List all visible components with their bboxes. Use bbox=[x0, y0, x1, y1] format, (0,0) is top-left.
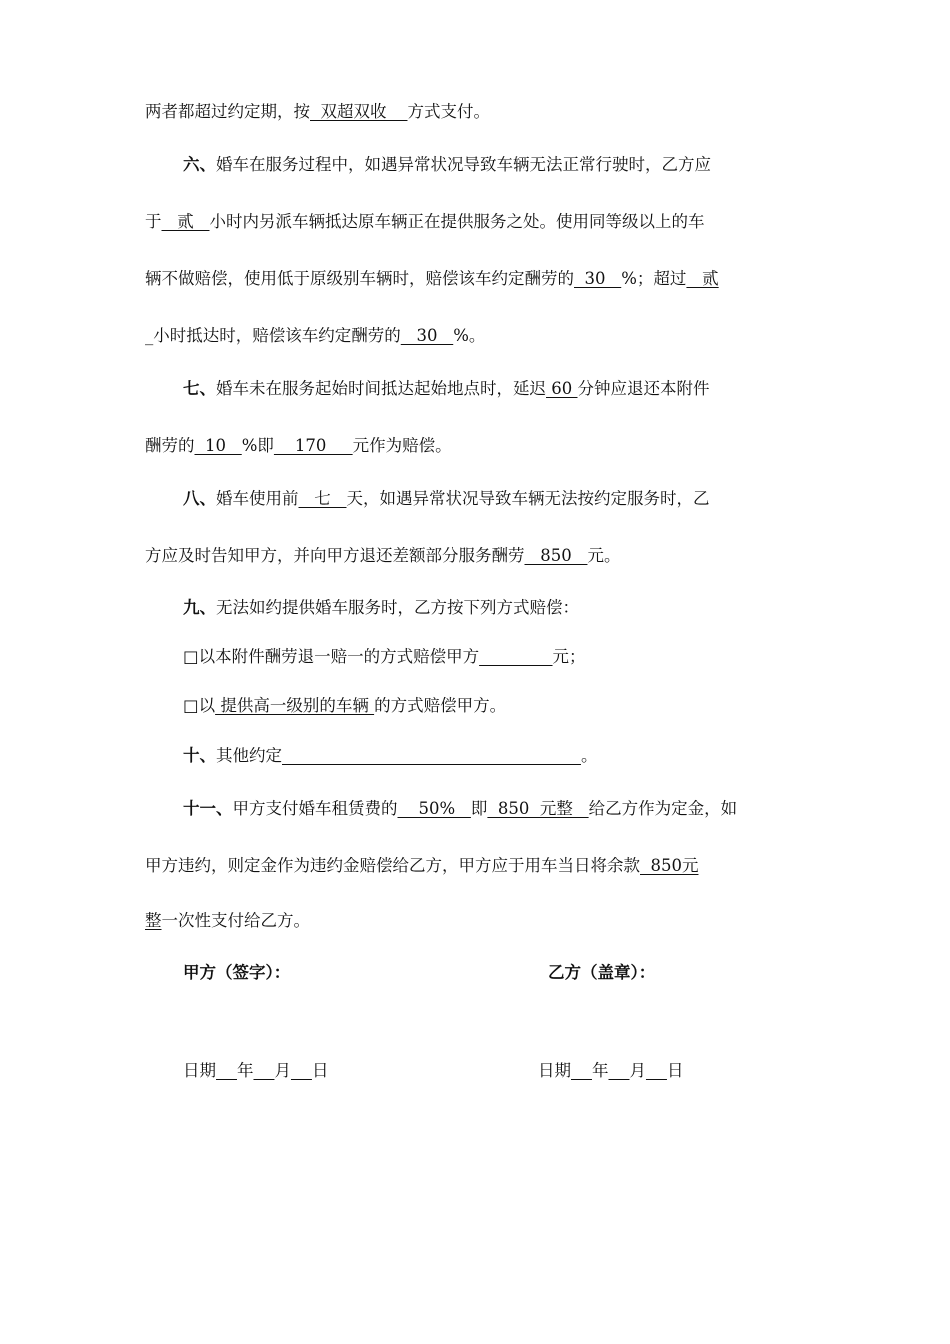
day-blank bbox=[291, 1061, 312, 1080]
upgrade-method-fill: 提供高一级别的车辆 bbox=[215, 696, 375, 715]
text: 元； bbox=[552, 647, 586, 666]
payment-method-fill: 双超双收 bbox=[310, 102, 408, 121]
clause-6-line-3 bbox=[145, 268, 810, 290]
text: 一次性支付给乙方。 bbox=[161, 911, 310, 930]
text: 的方式赔偿甲方。 bbox=[374, 696, 507, 715]
clause-6-line-2 bbox=[145, 211, 810, 233]
other-terms-fill bbox=[282, 746, 581, 765]
party-b-date-line bbox=[538, 1060, 683, 1082]
month-label: 月 bbox=[629, 1061, 646, 1080]
clause-number: 十、 bbox=[183, 746, 216, 765]
clause-8-line-2 bbox=[145, 545, 810, 567]
year-label: 年 bbox=[591, 1061, 609, 1080]
refund-percent-fill: 10 bbox=[194, 436, 242, 455]
date-label: 日期 bbox=[538, 1061, 571, 1080]
month-blank bbox=[253, 1061, 274, 1080]
text: 。 bbox=[580, 746, 598, 765]
replacement-hours-fill: 贰 bbox=[161, 212, 210, 231]
compensation-percent-fill: 30 bbox=[574, 269, 622, 288]
text: 婚车未在服务起始时间抵达起始地点时，延迟 bbox=[216, 379, 546, 398]
month-label: 月 bbox=[274, 1061, 291, 1080]
month-blank bbox=[608, 1061, 629, 1080]
text: 婚车使用前 bbox=[216, 489, 299, 508]
clause-10-line bbox=[183, 745, 810, 767]
party-b-seal-label: 乙方（盖章）： bbox=[548, 963, 656, 982]
deposit-amount-fill: 850 元整 bbox=[487, 799, 589, 818]
text: _小时抵达时，赔偿该车约定酬劳的 bbox=[145, 326, 401, 345]
late-hours-fill: 贰 bbox=[686, 269, 719, 288]
deposit-percent-fill: 50% bbox=[397, 799, 471, 818]
clause-6-line-1 bbox=[183, 154, 810, 176]
clause-number: 六、 bbox=[183, 155, 216, 174]
text: 于 bbox=[145, 212, 162, 231]
text: 辆不做赔偿，使用低于原级别车辆时，赔偿该车约定酬劳的 bbox=[145, 269, 574, 288]
day-label: 日 bbox=[311, 1061, 329, 1080]
clause-number: 十一、 bbox=[183, 799, 233, 818]
party-a-signature-label: 甲方（签字）： bbox=[183, 963, 291, 982]
text: %。 bbox=[453, 326, 486, 345]
text: 元作为赔偿。 bbox=[352, 436, 452, 455]
clause-7-line-1 bbox=[183, 378, 810, 400]
text: 方式支付。 bbox=[407, 102, 490, 121]
refund-amount-fill: 170 bbox=[273, 436, 353, 455]
text: 给乙方作为定金，如 bbox=[588, 799, 738, 818]
text: 小时内另派车辆抵达原车辆正在提供服务之处。使用同等级以上的车 bbox=[209, 212, 705, 231]
text: 甲方支付婚车租赁费的 bbox=[232, 799, 398, 818]
text: 方应及时告知甲方，并向甲方退还差额部分服务酬劳 bbox=[145, 546, 525, 565]
day-label: 日 bbox=[666, 1061, 684, 1080]
text: 甲方违约，则定金作为违约金赔偿给乙方，甲方应于用车当日将余款 bbox=[145, 856, 640, 875]
text: 分钟应退还本附件 bbox=[577, 379, 710, 398]
text: 元。 bbox=[587, 546, 621, 565]
clause-number: 七、 bbox=[183, 379, 216, 398]
text: 即 bbox=[470, 799, 488, 818]
text: 天，如遇异常状况导致车辆无法按约定服务时，乙 bbox=[346, 489, 710, 508]
text: 婚车在服务过程中，如遇异常状况导致车辆无法正常行驶时，乙方应 bbox=[216, 155, 711, 174]
year-blank bbox=[571, 1061, 592, 1080]
year-label: 年 bbox=[236, 1061, 254, 1080]
clause-7-line-2 bbox=[145, 435, 810, 457]
text: □以本附件酬劳退一赔一的方式赔偿甲方 bbox=[183, 647, 480, 666]
clause-6-line-4 bbox=[145, 325, 810, 347]
clause-9-line-1 bbox=[183, 597, 810, 619]
text: 两者都超过约定期，按 bbox=[145, 102, 310, 121]
notice-days-fill: 七 bbox=[298, 489, 347, 508]
late-percent-fill: 30 bbox=[400, 326, 454, 345]
text: □以 bbox=[183, 696, 216, 715]
clause-11-line-1 bbox=[183, 798, 810, 820]
date-label: 日期 bbox=[183, 1061, 216, 1080]
clause-11-line-3 bbox=[145, 910, 810, 932]
text: %；超过 bbox=[621, 269, 687, 288]
option-refund-double-line bbox=[183, 646, 810, 668]
clause-5-tail-line bbox=[145, 101, 810, 123]
text: 其他约定 bbox=[216, 746, 282, 765]
clause-number: 八、 bbox=[183, 489, 216, 508]
party-a-date-line bbox=[183, 1060, 328, 1082]
clause-8-line-1 bbox=[183, 488, 810, 510]
refund-double-amount-fill bbox=[479, 647, 552, 666]
year-blank bbox=[216, 1061, 237, 1080]
balance-amount-fill-continued: 整 bbox=[145, 911, 162, 930]
clause-11-line-2 bbox=[145, 855, 810, 877]
text: %即 bbox=[241, 436, 274, 455]
difference-refund-fill: 850 bbox=[524, 546, 588, 565]
balance-amount-fill: 850元 bbox=[640, 856, 699, 875]
text: 酬劳的 bbox=[145, 436, 195, 455]
delay-minutes-fill: 60 bbox=[546, 379, 578, 398]
clause-number: 九、 bbox=[183, 598, 216, 617]
text: 无法如约提供婚车服务时，乙方按下列方式赔偿： bbox=[216, 598, 579, 617]
option-upgrade-line bbox=[183, 695, 810, 717]
day-blank bbox=[646, 1061, 667, 1080]
